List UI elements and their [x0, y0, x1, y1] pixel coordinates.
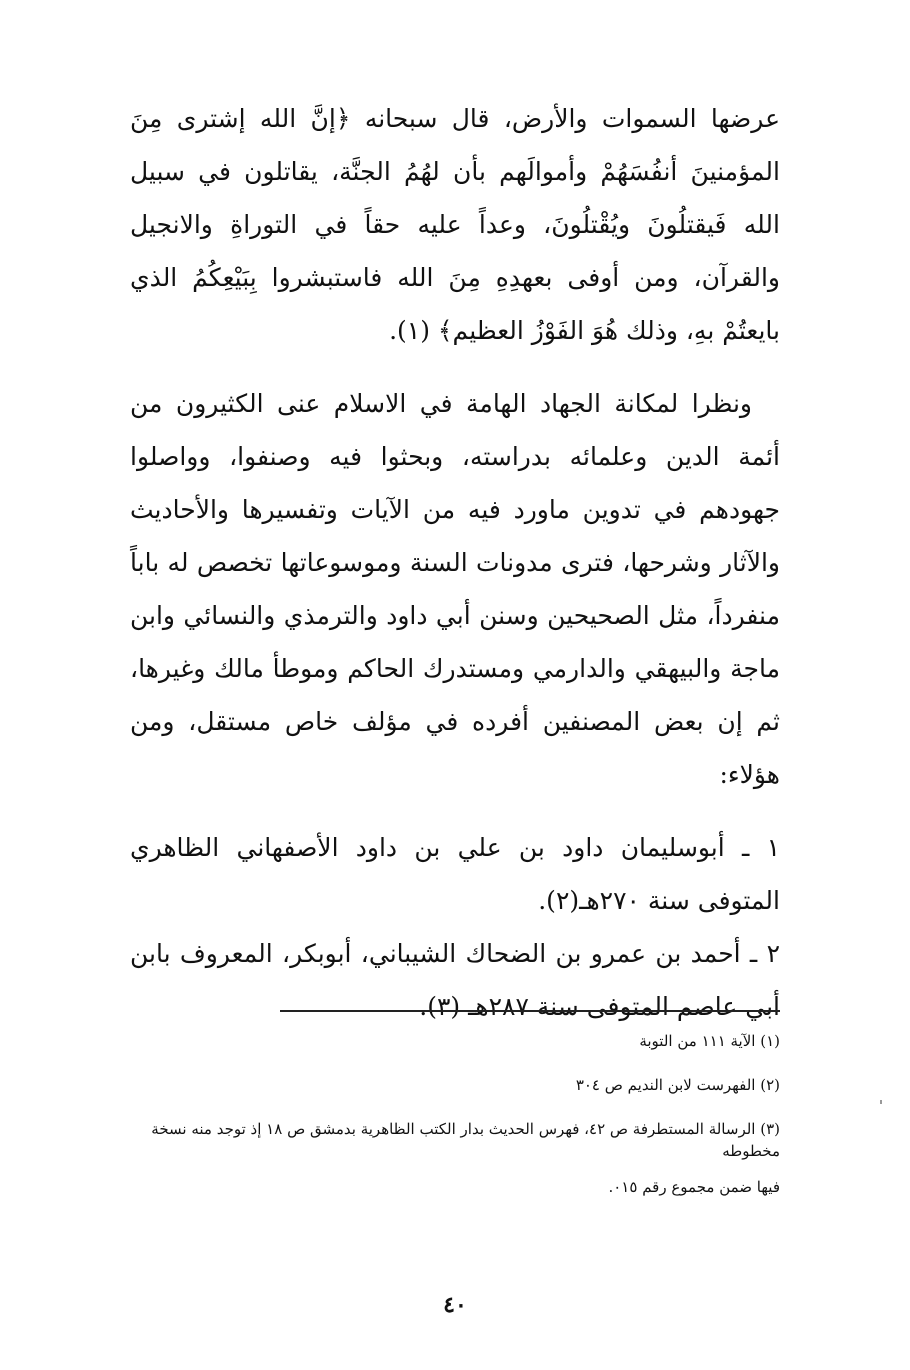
footnote-2-text: (٢) الفهرست لابن النديم ص ٣٠٤: [575, 1076, 780, 1094]
footnote-2: [120, 1074, 780, 1096]
list-item-2: ٢ ـ أحمد بن عمرو بن الضحاك الشيباني، أبوبكر، المعروف بابن أبي عاصم المتوفى سنة ٢٨٧هـ (٣).: [130, 939, 780, 1021]
paragraph-jihad-scholars: ونظرا لمكانة الجهاد الهامة في الاسلام عنى الكثيرون من أئمة الدين وعلمائه بدراسته، وبحثوا فيه وصنفوا، وواصلوا جهودهم في تدوين ماورد فيه من الآيات وتفسيرها والأحاديث والآثار وشرحها، فترى مدونات السنة وموسوعاتها تخصص له باباً منفرداً، مثل الصحيحين وسنن أبي داود والترمذي والنسائي وابن ماجة والبيهقي والدارمي ومستدرك الحاكم وموطأ مالك وغيرها، ثم إن بعض المصنفين أفرده في مؤلف خاص مستقل، ومن هؤلاء:: [130, 389, 780, 789]
footnote-divider: [280, 1010, 780, 1012]
footnote-3-text: (٣) الرسالة المستطرفة ص ٤٢، فهرس الحديث بدار الكتب الظاهرية بدمشق ص ١٨ إذ توجد منه نسخة مخطوطه: [151, 1120, 780, 1160]
footnote-3-continuation: فيها ضمن مجموع رقم ٠١٥.: [608, 1178, 780, 1196]
footnote-1-text: (١) الآية ١١١ من التوبة: [639, 1032, 780, 1050]
page-number: ٤٠: [443, 1292, 467, 1318]
footnotes: [120, 1030, 780, 1220]
main-text: [130, 92, 780, 1033]
footnote-1: [120, 1030, 780, 1052]
scan-mark: [880, 1100, 882, 1104]
footnote-3: [120, 1118, 780, 1198]
paragraph-quran-verse: عرضها السموات والأرض، قال سبحانه ﴿إنَّ الله إشترى مِنَ المؤمنينَ أنفُسَهُمْ وأموالَهم بأن لهُمُ الجنَّة، يقاتلون في سبيل الله فَيقتلُونَ ويُقْتلُونَ، وعداً عليه حقاً في التوراةِ والانجيل والقرآن، ومن أوفى بعهدِهِ مِنَ الله فاستبشروا بِبَيْعِكُمُ الذي بايعتُمْ بهِ، وذلك هُوَ الفَوْزُ العظيم﴾ (١).: [130, 104, 780, 345]
list-item-1: ١ ـ أبوسليمان داود بن علي بن داود الأصفهاني الظاهري المتوفى سنة ٢٧٠هـ(٢).: [130, 833, 780, 915]
